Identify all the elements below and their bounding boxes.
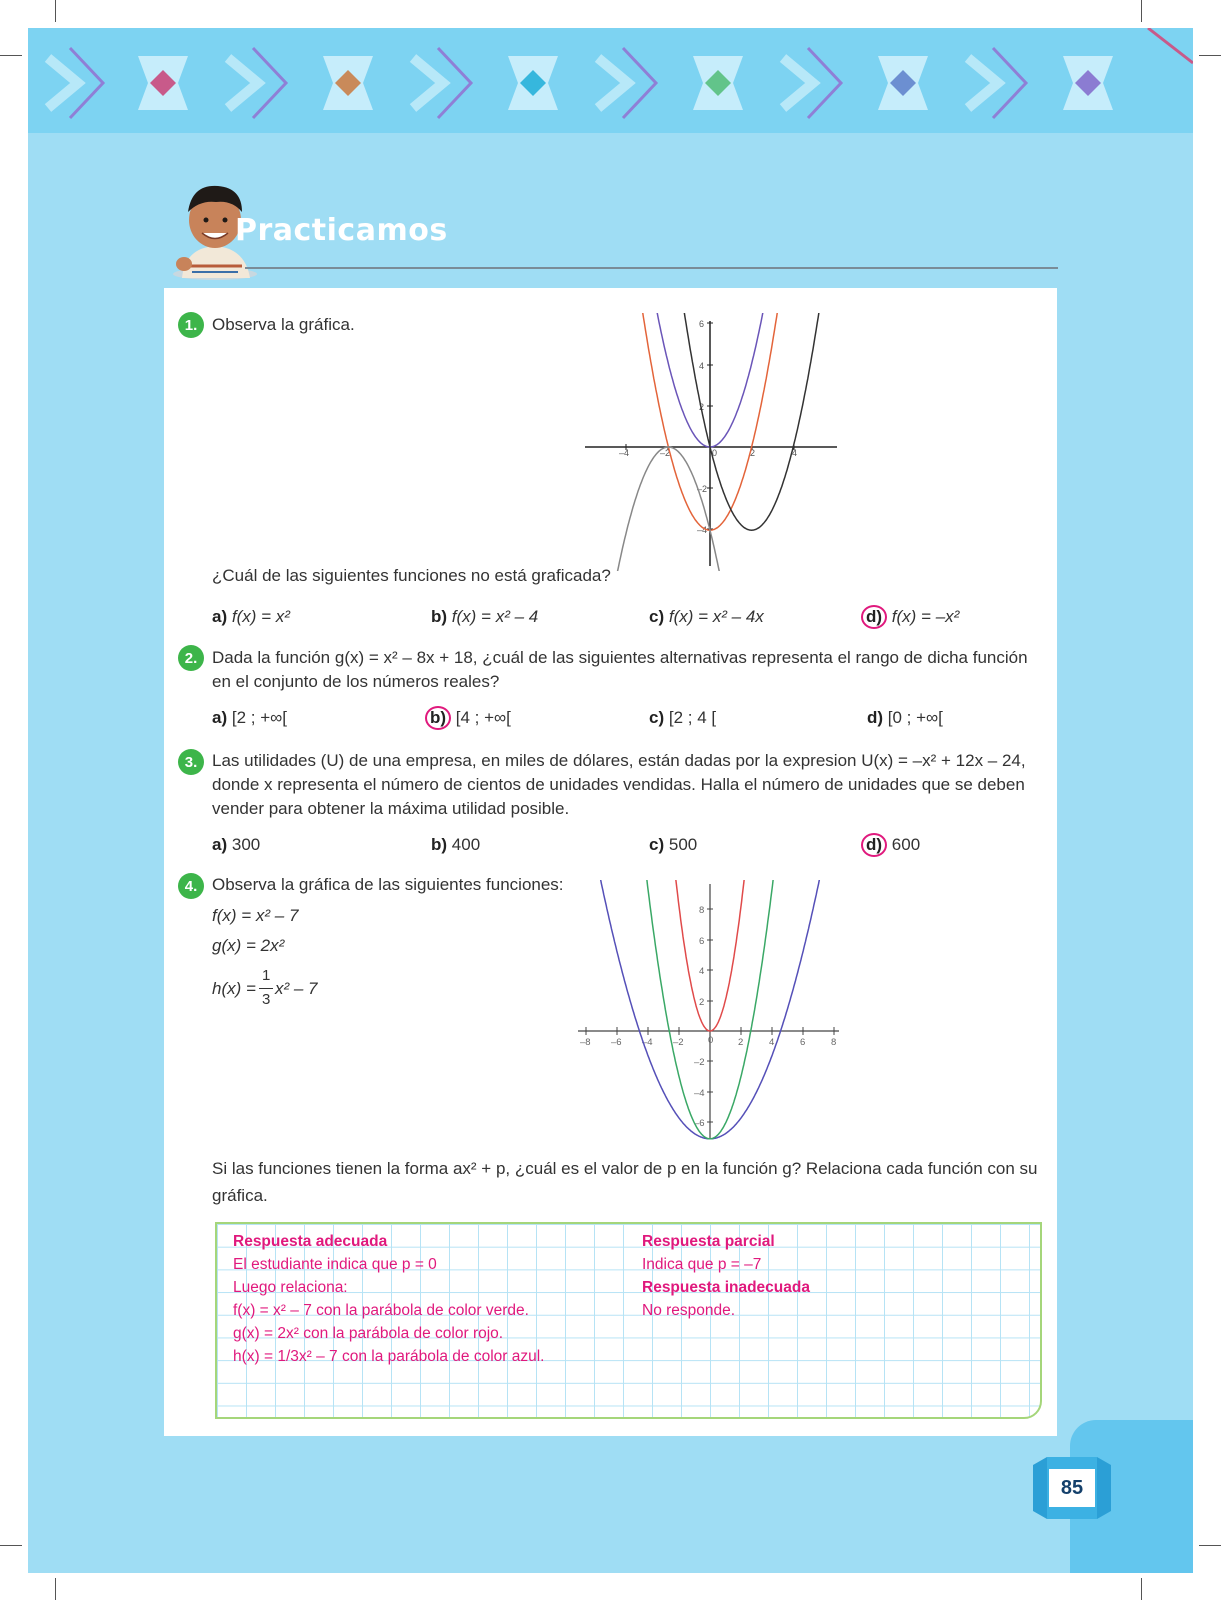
q4-function-f [212,904,298,928]
q1-tick-x: 0 [712,448,718,458]
q3-line-3: vender para obtener la máxima utilidad posible. [212,799,570,818]
q4-tick-x: –4 [642,1037,653,1048]
q3-option-d[interactable] [867,833,920,857]
crop-mark [1199,1545,1221,1546]
q4-curve-blue [574,880,844,1139]
q4-tick-x: 4 [769,1037,775,1048]
q1-option-b[interactable] [431,605,538,629]
q1-option-d[interactable] [867,605,959,629]
function-h-prefix: h(x) = [212,979,256,998]
q1-prompt: Observa la gráfica. [212,315,355,334]
option-letter: c) [649,835,665,854]
q1-curve-gray [606,447,720,571]
q4-tick-y: –4 [694,1088,705,1099]
question-number-1: 1. [178,312,204,338]
q4-question-line-2: gráfica. [212,1186,268,1205]
q1-tick-y: –2 [697,484,708,494]
adequate-title [233,1230,387,1253]
option-letter: a) [212,708,228,727]
q1-option-a[interactable] [212,605,290,629]
option-letter: b) [431,835,448,854]
q4-tick-x: 6 [800,1037,806,1048]
q1-tick-x: 2 [750,448,756,458]
fraction-denominator: 3 [262,991,271,1008]
option-letter: c) [649,607,665,626]
q4-prompt: Observa la gráfica de las siguientes funciones: [212,875,564,894]
crop-mark [1199,55,1221,56]
q1-tick-y: 2 [699,402,705,412]
option-letter-circled: b) [425,706,451,730]
q3-line-2: donde x representa el número de cientos de unidades vendidas. Halla el número de unidades que se deben [212,775,1025,794]
q4-tick-x: 0 [708,1035,714,1046]
title-rule [245,267,1058,269]
adequate-line: El estudiante indica que p = 0 [233,1256,437,1273]
question-number-4: 4. [178,873,204,899]
q3-option-c[interactable] [649,833,697,857]
q1-tick-y: 6 [699,319,705,329]
q4-function-g [212,934,284,958]
q4-tick-y: –2 [694,1057,705,1068]
option-letter: c) [649,708,665,727]
q2-line-1: Dada la función g(x) = x² – 8x + 18, ¿cuál de las siguientes alternativas representa el rango de dicha función [212,648,1028,667]
q2-option-a[interactable] [212,706,287,730]
option-text: [2 ; +∞[ [231,708,287,727]
adequate-line: g(x) = 2x² con la parábola de color rojo. [233,1325,504,1342]
inadequate-text: No responde. [642,1302,736,1319]
q1-question: ¿Cuál de las siguientes funciones no está graficada? [212,566,611,585]
option-text: [4 ; +∞[ [455,708,511,727]
q4-tick-x: –6 [611,1037,622,1048]
crop-mark [55,1578,56,1600]
option-letter: b) [431,607,448,626]
adequate-title-text: Respuesta adecuada [233,1233,388,1250]
q1-tick-x: 4 [792,448,798,458]
crop-mark [0,1545,22,1546]
option-text: [2 ; 4 [ [668,708,717,727]
q2-option-c[interactable] [649,706,716,730]
q4-tick-x: –2 [673,1037,684,1048]
section-title: Practicamos [235,213,448,248]
q1-graph [578,313,840,571]
crop-mark [1141,0,1142,22]
option-letter-circled: d) [861,605,887,629]
inadequate-title-text: Respuesta inadecuada [642,1279,810,1296]
option-text: 600 [891,835,921,854]
q4-tick-y: 6 [699,936,705,947]
option-letter: a) [212,835,228,854]
q1-tick-x: –2 [660,448,671,458]
q4-tick-y: 8 [699,905,705,916]
option-text: f(x) = –x² [891,607,960,626]
partial-text: Indica que p = –7 [642,1256,762,1273]
function-h-suffix: x² – 7 [275,979,318,998]
fraction-numerator: 1 [262,967,271,984]
q1-tick-y: 4 [699,361,705,371]
option-text: 300 [231,835,261,854]
option-letter-circled: d) [861,833,887,857]
adequate-line: Luego relaciona: [233,1279,348,1296]
q4-graph [574,880,844,1142]
option-letter: d) [867,708,884,727]
q4-question-line-1: Si las funciones tienen la forma ax² + p, ¿cuál es el valor de p en la función g? Relaciona cada función con su [212,1159,1038,1178]
q4-tick-y: 2 [699,997,705,1008]
option-text: 500 [668,835,698,854]
option-text: f(x) = x² [231,607,290,626]
q3-option-b[interactable] [431,833,480,857]
option-text: [0 ; +∞[ [887,708,943,727]
q3-option-a[interactable] [212,833,260,857]
q1-tick-y: –4 [697,525,708,535]
q1-option-c[interactable] [649,605,764,629]
function-g: g(x) = 2x² [212,936,285,955]
q2-line-2: en el conjunto de los números reales? [212,672,500,691]
option-text: f(x) = x² – 4 [451,607,539,626]
answer-rubric-box [215,1222,1042,1419]
adequate-line: f(x) = x² – 7 con la parábola de color verde. [233,1302,529,1319]
q1-tick-x: –4 [619,448,630,458]
q3-line-1: Las utilidades (U) de una empresa, en miles de dólares, están dadas por la expresion U(x) = –x² + 12x – 24, [212,751,1026,770]
crop-mark [55,0,56,22]
q2-option-b[interactable] [431,706,511,730]
question-number-2: 2. [178,645,204,671]
partial-title [642,1230,775,1253]
crop-mark [0,55,22,56]
crop-mark [1141,1578,1142,1600]
option-letter: a) [212,607,228,626]
q4-tick-x: –8 [580,1037,591,1048]
partial-title-text: Respuesta parcial [642,1233,775,1250]
question-number-3: 3. [178,749,204,775]
inadequate-title [642,1276,810,1299]
function-f: f(x) = x² – 7 [212,906,299,925]
q4-tick-x: 2 [738,1037,744,1048]
q1-curve-black [668,313,834,530]
page-number: 85 [1049,1469,1095,1507]
adequate-line: h(x) = 1/3x² – 7 con la parábola de color azul. [233,1348,545,1365]
option-text: 400 [451,835,481,854]
q2-option-d[interactable] [867,706,943,730]
q4-tick-y: –6 [694,1118,705,1129]
decorative-banner [28,28,1193,133]
q4-tick-y: 4 [699,966,705,977]
option-text: f(x) = x² – 4x [668,607,764,626]
q4-tick-x: 8 [831,1037,837,1048]
